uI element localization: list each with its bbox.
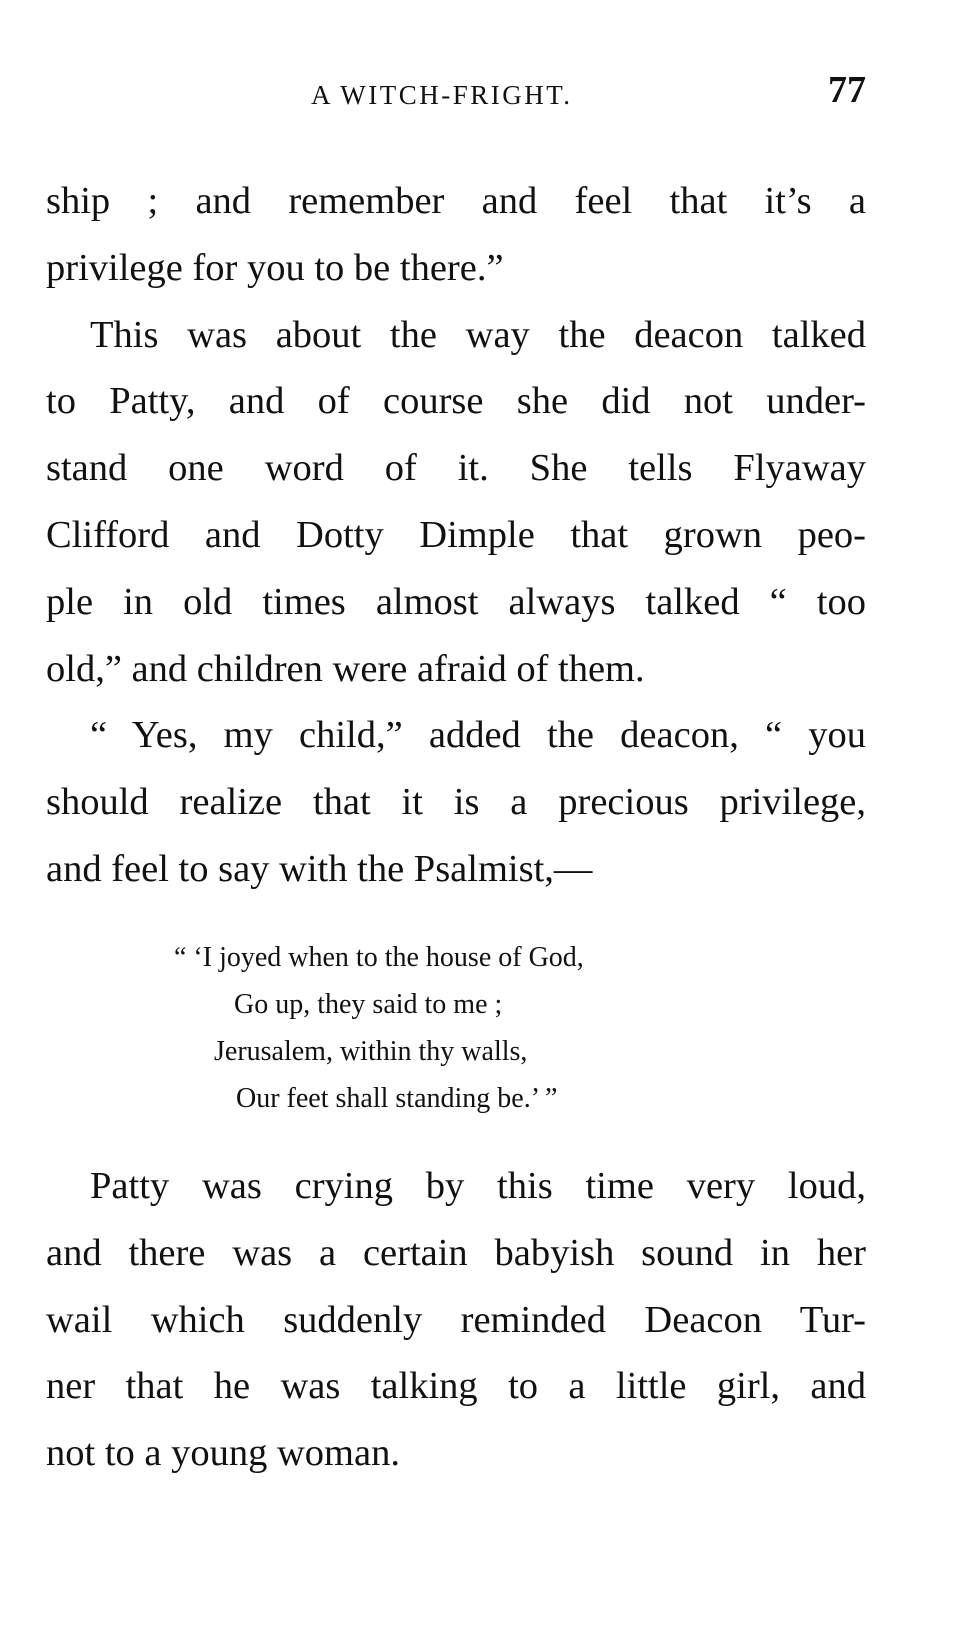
text-line: should realize that it is a precious privilege,: [46, 781, 866, 824]
text-line: and there was a certain babyish sound in her: [46, 1231, 866, 1274]
text-line: stand one word of it. She tells Flyaway: [46, 447, 866, 490]
poem-quotation: [174, 934, 584, 1122]
body-text-bottom: [46, 1153, 866, 1487]
poem-line: Jerusalem, within thy walls,: [214, 1036, 528, 1067]
text-line: Patty was crying by this time very loud,: [90, 1165, 866, 1207]
body-text-top: [46, 168, 866, 903]
text-line: This was about the way the deacon talked: [90, 313, 866, 356]
text-line: ner that he was talking to a little girl, and: [46, 1365, 866, 1408]
text-line: Clifford and Dotty Dimple that grown peo-: [46, 513, 866, 556]
poem-line: Go up, they said to me ;: [234, 989, 503, 1020]
text-line: old,” and children were afraid of them.: [46, 647, 645, 690]
running-head: A WITCH-FRIGHT.: [311, 80, 573, 110]
text-line: “ Yes, my child,” added the deacon, “ you: [90, 714, 866, 757]
text-line: to Patty, and of course she did not under-: [46, 380, 866, 423]
text-line: ship ; and remember and feel that it’s a: [46, 180, 866, 222]
poem-line: Our feet shall standing be.’ ”: [236, 1083, 558, 1114]
text-line: not to a young woman.: [46, 1432, 400, 1475]
poem-line: “ ‘I joyed when to the house of God,: [174, 942, 584, 973]
text-line: ple in old times almost always talked “ too: [46, 580, 866, 623]
text-line: wail which suddenly reminded Deacon Tur-: [46, 1298, 866, 1341]
text-line: privilege for you to be there.”: [46, 246, 504, 289]
page-number: 77: [828, 69, 866, 111]
page-header: [46, 68, 866, 118]
text-line: and feel to say with the Psalmist,—: [46, 847, 593, 890]
